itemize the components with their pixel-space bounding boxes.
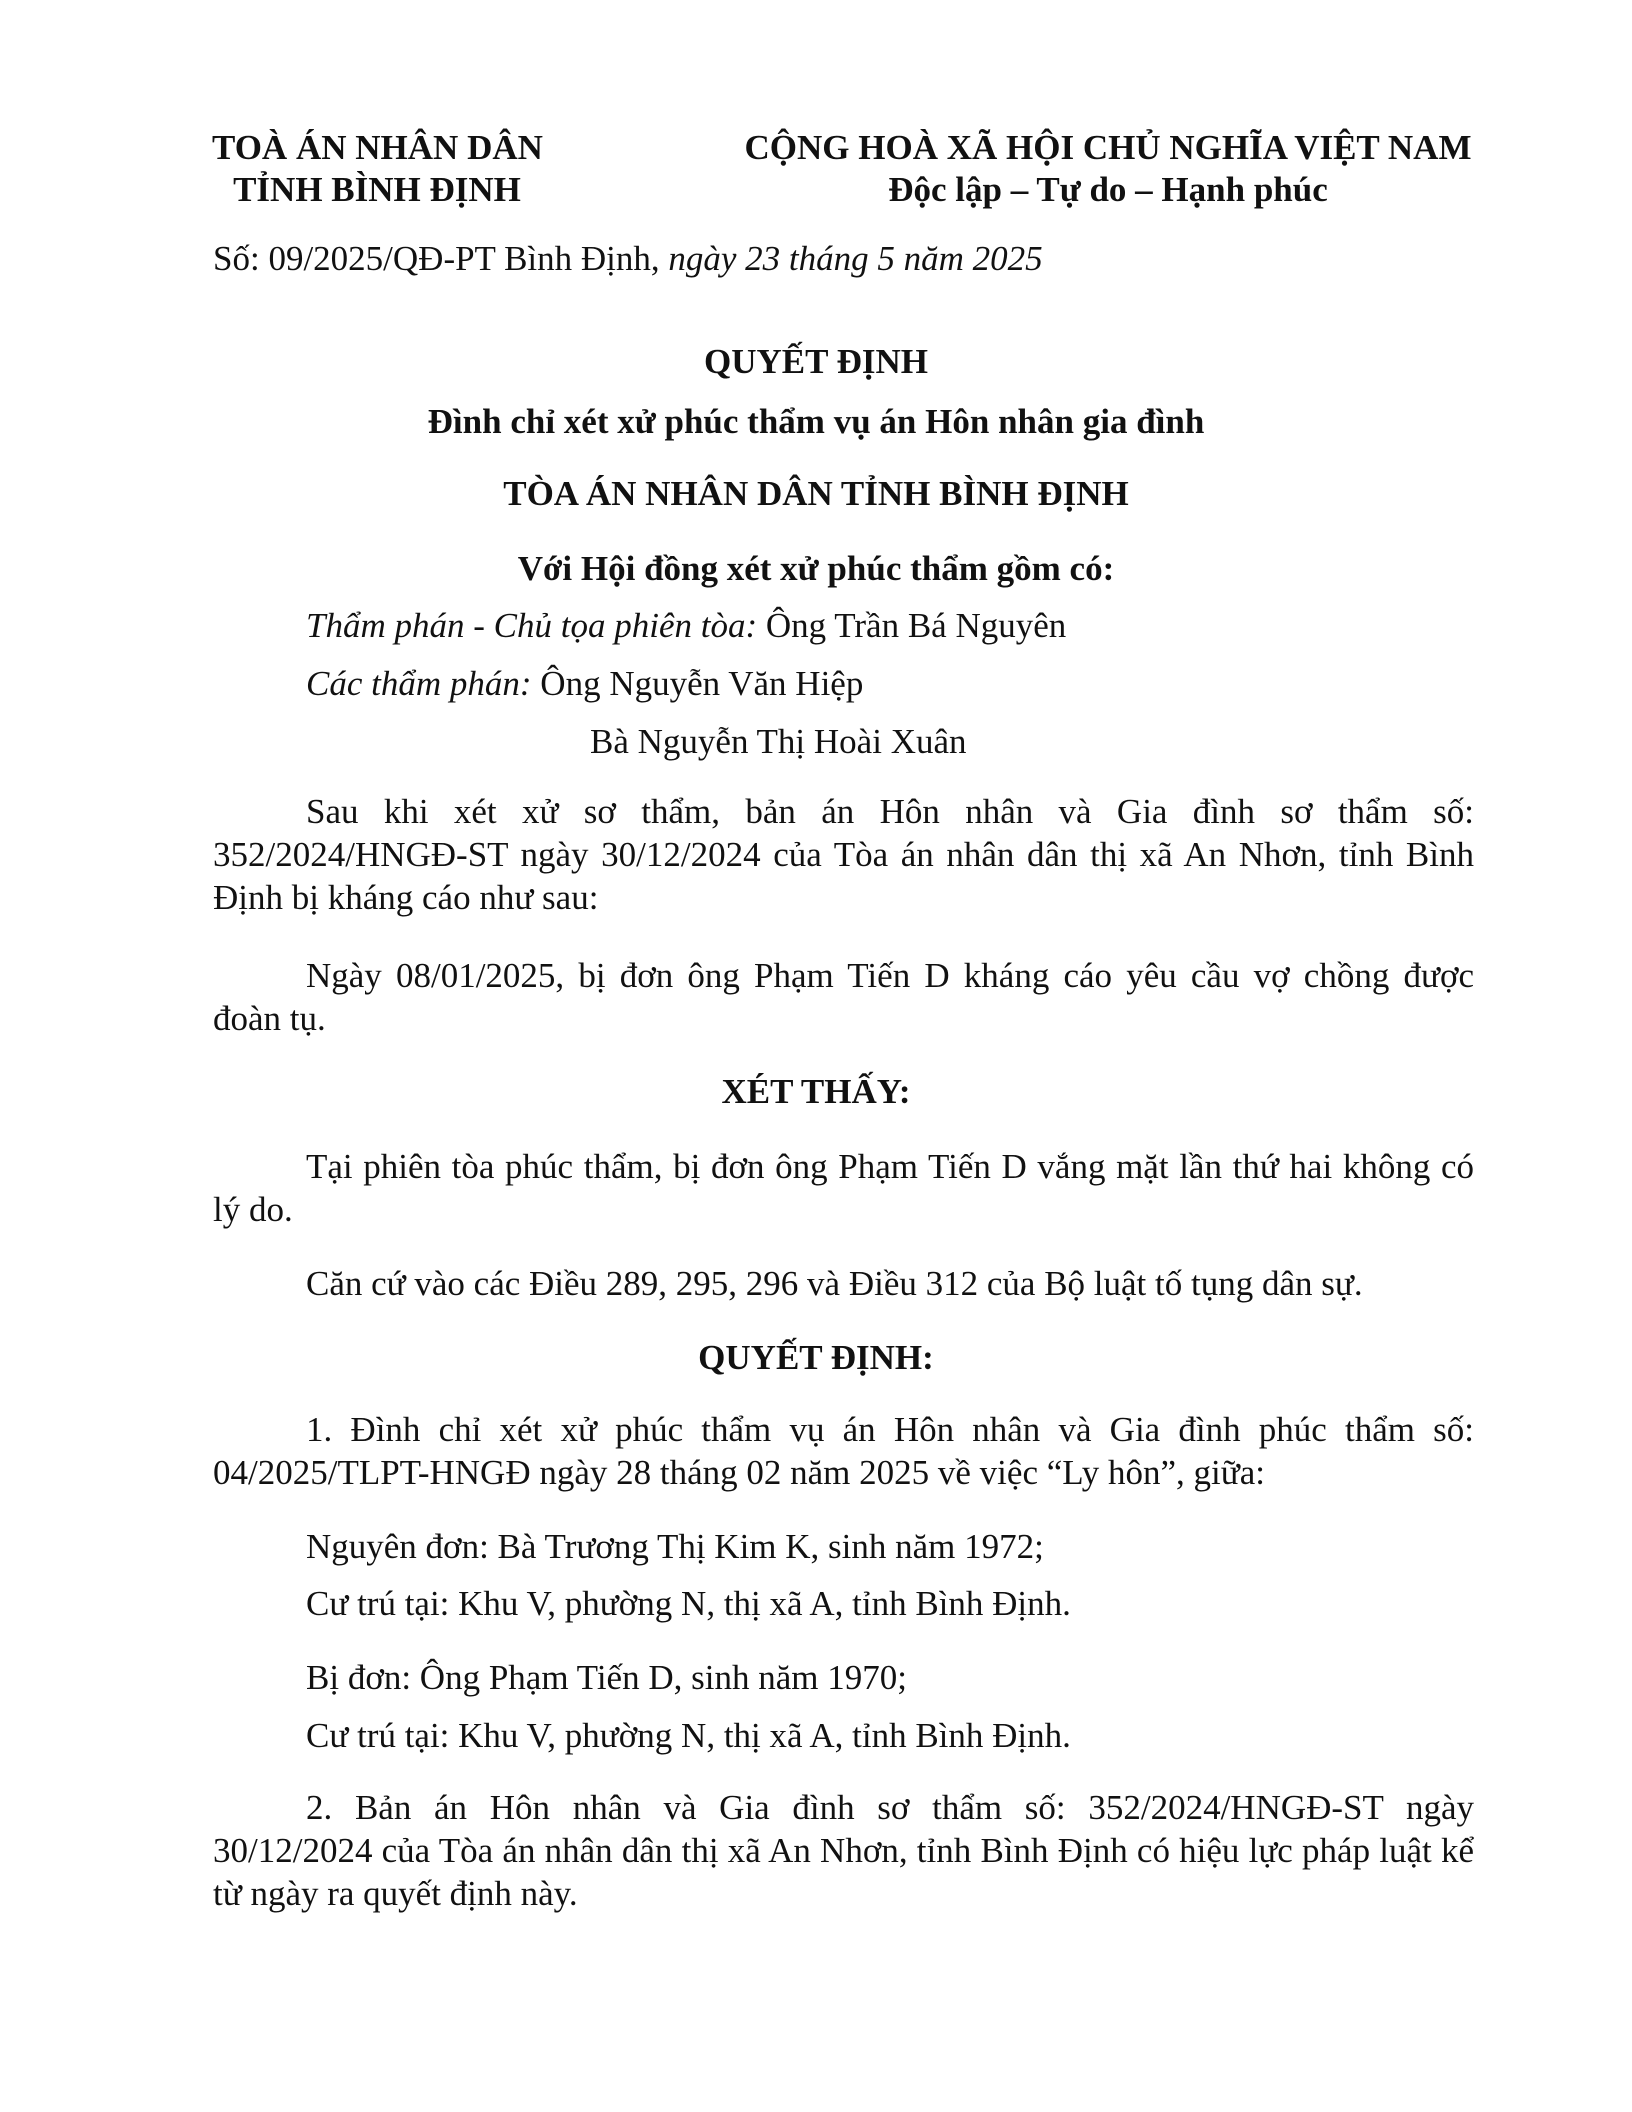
presiding-judge-label: Thẩm phán - Chủ tọa phiên tòa: [306, 606, 758, 645]
court-name-line1: TOÀ ÁN NHÂN DÂN [212, 128, 543, 167]
heading-findings: XÉT THẤY: [721, 1072, 911, 1111]
document-title: QUYẾT ĐỊNH [704, 342, 928, 381]
paragraph-absence: Tại phiên tòa phúc thẩm, bị đơn ông Phạm Tiến D vắng mặt lần thứ hai không có lý do. [213, 1147, 1474, 1229]
document-subject: Đình chỉ xét xử phúc thẩm vụ án Hôn nhân gia đình [427, 402, 1205, 441]
paragraph-appeal: Ngày 08/01/2025, bị đơn ông Phạm Tiến D kháng cáo yêu cầu vợ chồng được đoàn tụ. [213, 956, 1474, 1038]
paragraph-first-instance: Sau khi xét xử sơ thẩm, bản án Hôn nhân và Gia đình sơ thẩm số: 352/2024/HNGĐ-ST ngày 30/12/2024 của Tòa án nhân dân thị xã An Nhơn, tỉnh Bình Định bị kháng cáo như sau: [213, 792, 1474, 917]
defendant-residence-line: Cư trú tại: Khu V, phường N, thị xã A, tỉnh Bình Định. [306, 1716, 1071, 1755]
heading-decision: QUYẾT ĐỊNH: [698, 1338, 934, 1377]
presiding-judge-line [306, 604, 1066, 648]
decision-date: ngày 23 tháng 5 năm 2025 [668, 239, 1043, 278]
judges-line [306, 662, 863, 706]
paragraph-decision-2: 2. Bản án Hôn nhân và Gia đình sơ thẩm số: 352/2024/HNGĐ-ST ngày 30/12/2024 của Tòa án nhân dân thị xã An Nhơn, tỉnh Bình Định có hiệu lực pháp luật kể từ ngày ra quyết định này. [213, 1788, 1474, 1913]
panel-heading: Với Hội đồng xét xử phúc thẩm gồm có: [517, 549, 1115, 588]
paragraph-legal-basis: Căn cứ vào các Điều 289, 295, 296 và Điều 312 của Bộ luật tố tụng dân sự. [306, 1264, 1363, 1303]
decision-place: Bình Định, [504, 239, 669, 278]
presiding-judge-name: Ông Trần Bá Nguyên [757, 606, 1067, 645]
court-heading: TÒA ÁN NHÂN DÂN TỈNH BÌNH ĐỊNH [503, 474, 1129, 513]
paragraph-decision-1: 1. Đình chỉ xét xử phúc thẩm vụ án Hôn nhân và Gia đình phúc thẩm số: 04/2025/TLPT-HNGĐ ngày 28 tháng 02 năm 2025 về việc “Ly hôn”, giữa: [213, 1410, 1474, 1492]
judge-name-1: Ông Nguyễn Văn Hiệp [531, 664, 864, 703]
judge-name-2: Bà Nguyễn Thị Hoài Xuân [590, 722, 967, 761]
judges-label: Các thẩm phán: [306, 664, 532, 703]
plaintiff-line: Nguyên đơn: Bà Trương Thị Kim K, sinh năm 1972; [306, 1527, 1044, 1566]
decision-number-line [213, 237, 1043, 281]
decision-number: Số: 09/2025/QĐ-PT [213, 239, 496, 278]
national-motto-line2: Độc lập – Tự do – Hạnh phúc [888, 170, 1328, 209]
defendant-line: Bị đơn: Ông Phạm Tiến D, sinh năm 1970; [306, 1658, 907, 1697]
court-name-line2: TỈNH BÌNH ĐỊNH [233, 170, 521, 209]
plaintiff-residence-line: Cư trú tại: Khu V, phường N, thị xã A, tỉnh Bình Định. [306, 1584, 1071, 1623]
national-motto-line1: CỘNG HOÀ XÃ HỘI CHỦ NGHĨA VIỆT NAM [744, 128, 1472, 167]
